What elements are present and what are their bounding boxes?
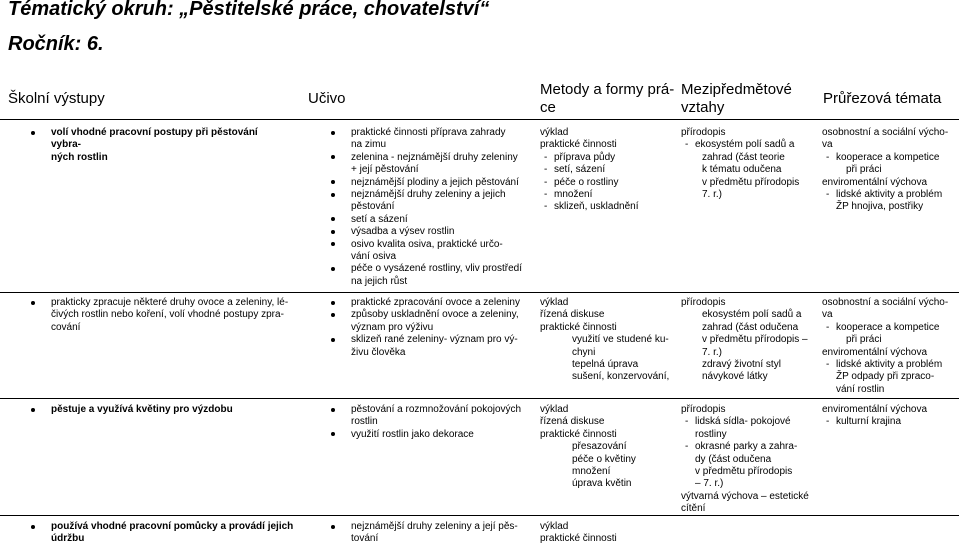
theme-line: při práci (846, 334, 882, 346)
list-item (328, 297, 538, 309)
outcome-line: prakticky zpracuje některé druhy ovoce a zeleniny, lé- (51, 297, 289, 308)
theme-line: enviromentální výchova (822, 176, 928, 188)
theme-line: ŽP odpady při zpraco- (836, 371, 935, 383)
theme-line: va (822, 139, 833, 151)
outcome-line: pěstuje a využívá květiny pro výzdobu (51, 404, 233, 415)
curriculum-line: péče o vysázené rostliny, vliv prostředí (351, 263, 523, 275)
cross-line: návykové látky (702, 371, 768, 383)
row2-outcome (28, 297, 303, 334)
row3-outcome (28, 404, 303, 416)
method-line: sušení, konzervování, (572, 371, 670, 383)
cross-line: rostliny (695, 428, 727, 440)
method-line: výklad (540, 404, 569, 415)
method-line: praktické činnosti (540, 321, 617, 333)
list-item (328, 309, 538, 334)
list-item: - kooperace a kompetice (822, 152, 957, 164)
list-item (28, 521, 303, 546)
row1-outcome (28, 127, 288, 164)
outcome-line: údržbu (51, 533, 85, 545)
list-item: - lidské aktivity a problém (822, 189, 957, 201)
cross-line: ekosystém polí sadů a (702, 309, 802, 321)
cross-line: cítění (681, 503, 706, 515)
cross-line: výtvarná výchova – estetické (681, 490, 809, 502)
list-item: - lidské aktivity a problém (822, 359, 957, 371)
list-item (328, 429, 538, 441)
list-item: - ekosystém polí sadů a (681, 139, 817, 151)
theme-line: osobnostní a sociální výcho- (822, 127, 949, 138)
curriculum-line: rostlin (351, 416, 378, 428)
outcome-line: používá vhodné pracovní pomůcky a provádí jejich (51, 521, 294, 532)
curriculum-line: nejznámější druhy zeleniny a jejich (351, 189, 506, 201)
curriculum-line: praktické činnosti příprava zahrady (351, 127, 506, 138)
list-item (328, 521, 538, 546)
row-divider (0, 119, 959, 120)
list-item: - setí, sázení (540, 164, 676, 176)
method-line: praktické činnosti (540, 533, 617, 545)
curriculum-line: vání osiva (351, 251, 397, 263)
row4-methods (540, 521, 676, 546)
row1-methods (540, 127, 676, 214)
curriculum-line: praktické zpracování ovoce a zeleniny (351, 297, 520, 308)
cross-line: zahrad (část odučena (702, 321, 799, 333)
list-item (328, 214, 538, 226)
curriculum-line: zelenina - nejznámější druhy zeleniny (351, 151, 518, 163)
cross-subject: přírodopis (681, 127, 726, 138)
cross-line: 7. r.) (702, 189, 723, 201)
method-line: chyni (572, 346, 596, 358)
cross-subject: přírodopis (681, 404, 726, 415)
outcome-line: čivých rostlin nebo koření, volí vhodné postupy zpra- (51, 309, 284, 321)
list-item (328, 152, 538, 177)
header-methods-line: Metody a formy prá- (540, 81, 675, 98)
theme-line: ŽP hnojiva, postřiky (836, 201, 924, 213)
cross-line: - lidská sídla- pokojové (695, 416, 791, 428)
header-methods (540, 81, 674, 117)
theme-line: enviromentální výchova (822, 404, 928, 415)
list-item (328, 127, 538, 152)
method-line: využití ve studené ku- (572, 334, 669, 346)
row1-themes (822, 127, 957, 214)
method-line: výklad (540, 521, 569, 532)
list-item: - sklizeň, uskladnění (540, 201, 676, 213)
cross-line: - okrasné parky a zahra- (695, 441, 798, 453)
cross-line: 7. r.) (702, 346, 723, 358)
method-line: praktické činnosti (540, 428, 617, 440)
list-item: - kooperace a kompetice (822, 322, 957, 334)
cross-line: v předmětu přírodopis (695, 466, 793, 478)
row3-themes (822, 404, 957, 429)
row2-methods (540, 297, 676, 384)
cross-line: dy (část odučena (695, 453, 772, 465)
topic-title: Tématický okruh: „Pěstitelské práce, chovatelství“ (8, 0, 490, 20)
curriculum-line: na jejich růst (351, 275, 408, 287)
row3-curriculum (328, 404, 538, 441)
cross-line: v předmětu přírodopis (702, 176, 800, 188)
method-line: přesazování (572, 441, 627, 453)
cross-line: k tématu odučena (702, 164, 782, 176)
header-methods-line: ce (540, 99, 556, 116)
row-divider (0, 398, 959, 399)
cross-line: zahrad (část teorie (702, 151, 785, 163)
list-item: - péče o rostliny (540, 177, 676, 189)
curriculum-line: osivo kvalita osiva, praktické určo- (351, 238, 503, 250)
row4-curriculum (328, 521, 538, 546)
curriculum-line: význam pro výživu (351, 321, 434, 333)
curriculum-line: využití rostlin jako dekorace (351, 428, 474, 440)
list-item (681, 441, 819, 491)
list-item (328, 404, 538, 429)
list-item (328, 189, 538, 214)
cross-line: – 7. r.) (695, 478, 724, 490)
list-item (328, 226, 538, 238)
method-line: řízená diskuse (540, 309, 605, 321)
list-item (328, 334, 538, 359)
row-divider (0, 292, 959, 293)
row1-curriculum (328, 127, 538, 288)
method-line: péče o květiny (572, 453, 636, 465)
row2-cross (681, 297, 817, 384)
grade-title: Ročník: 6. (8, 33, 104, 55)
curriculum-line: sklizeň rané zeleniny- význam pro vý- (351, 334, 518, 346)
method-line: výklad (540, 297, 569, 308)
curriculum-line: tování (351, 533, 379, 545)
list-item: - množení (540, 189, 676, 201)
header-cross-line: Mezipředmětové (681, 81, 792, 98)
cross-line: zdravý životní styl (702, 359, 781, 371)
curriculum-line: setí a sázení (351, 213, 408, 225)
row1-cross (681, 127, 817, 201)
list-item: - kulturní krajina (822, 416, 957, 428)
list-item (328, 239, 538, 264)
header-curriculum: Učivo (308, 90, 346, 107)
method-line: praktické činnosti (540, 139, 617, 151)
curriculum-line: na zimu (351, 139, 387, 151)
cross-line: v předmětu přírodopis – (702, 334, 808, 346)
curriculum-line: živu člověka (351, 346, 406, 358)
curriculum-line: pěstování (351, 201, 395, 213)
curriculum-line: nejznámější druhy zeleniny a její pěs- (351, 521, 518, 532)
row3-cross (681, 404, 819, 516)
curriculum-line: pěstování a rozmnožování pokojových (351, 404, 522, 415)
row3-methods (540, 404, 676, 491)
list-item (681, 416, 819, 441)
outcome-line: volí vhodné pracovní postupy při pěstování vybra- (51, 127, 258, 151)
list-item (328, 177, 538, 189)
list-item (28, 127, 288, 164)
curriculum-line: nejznámější plodiny a jejich pěstování (351, 176, 519, 188)
row2-themes (822, 297, 957, 396)
theme-line: enviromentální výchova (822, 346, 928, 358)
method-line: úprava květin (572, 478, 632, 490)
method-line: řízená diskuse (540, 416, 605, 428)
theme-line: osobnostní a sociální výcho- (822, 297, 949, 308)
header-cross-curricular (681, 81, 792, 117)
list-item (28, 297, 303, 334)
curriculum-line: + její pěstování (351, 164, 419, 176)
header-outcomes: Školní výstupy (8, 90, 105, 107)
list-item (28, 404, 303, 416)
header-cross-line: vztahy (681, 99, 725, 116)
theme-line: va (822, 309, 833, 321)
outcome-line: cování (51, 321, 81, 333)
theme-line: při práci (846, 164, 882, 176)
list-item (328, 263, 538, 288)
row4-outcome (28, 521, 303, 546)
header-themes: Průřezová témata (823, 90, 942, 107)
method-line: výklad (540, 127, 569, 138)
cross-subject: přírodopis (681, 297, 726, 308)
list-item: - příprava půdy (540, 152, 676, 164)
theme-line: vání rostlin (836, 383, 885, 395)
curriculum-line: způsoby uskladnění ovoce a zeleniny, (351, 309, 519, 321)
curriculum-line: výsadba a výsev rostlin (351, 226, 455, 238)
method-line: tepelná úprava (572, 359, 639, 371)
method-line: množení (572, 466, 611, 478)
row2-curriculum (328, 297, 538, 359)
outcome-line: ných rostlin (51, 151, 108, 163)
